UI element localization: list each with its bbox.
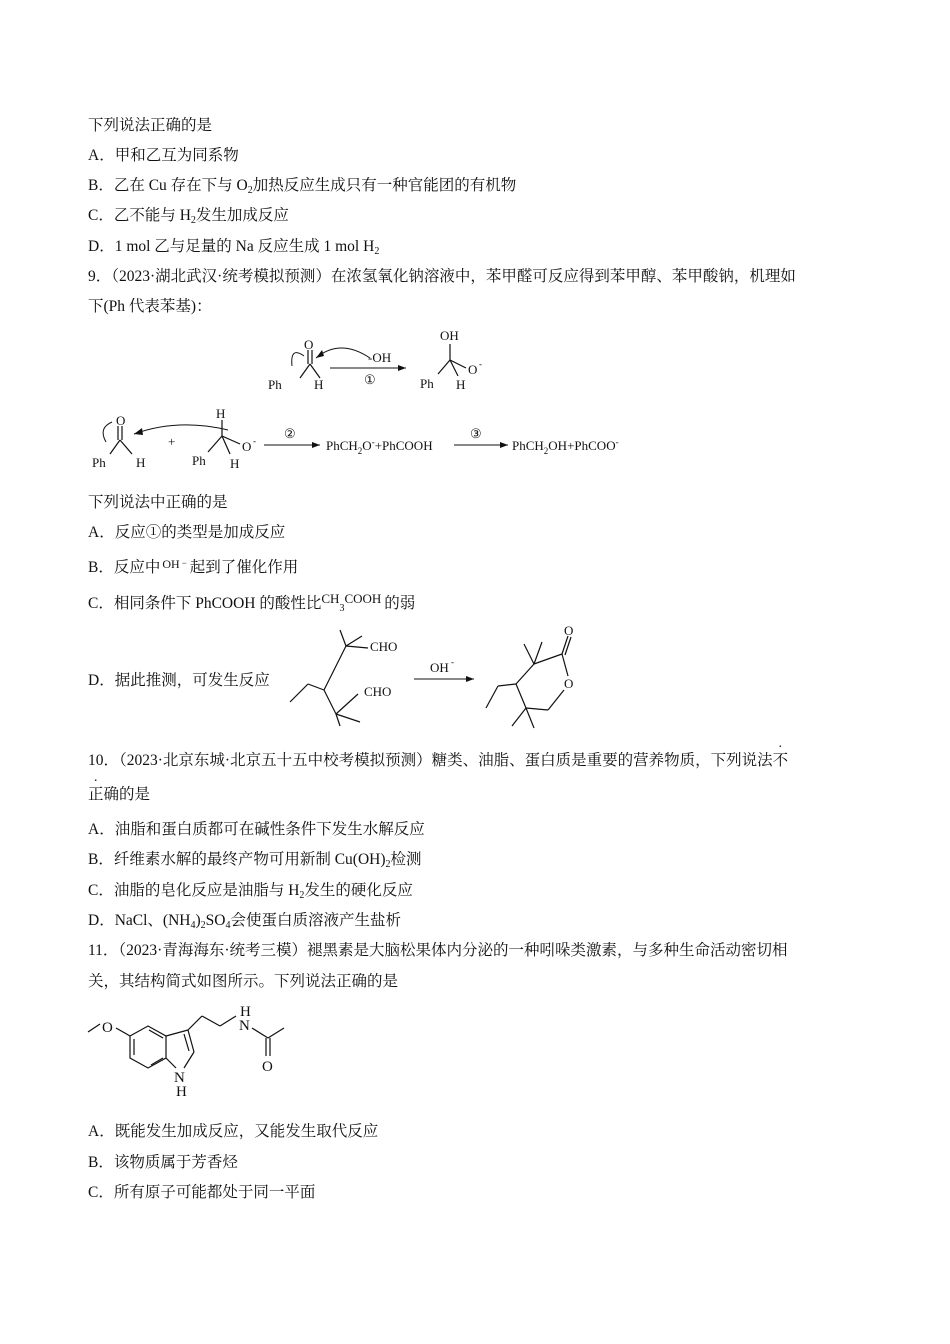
ph-label: Ph — [268, 377, 282, 392]
product-h-label: H — [456, 377, 466, 392]
melatonin-structure — [84, 1006, 304, 1102]
q8-option-c: C．乙不能与 $H_2$发生加成反应 — [88, 207, 289, 226]
product-ph-label: Ph — [420, 376, 434, 391]
step3-label: ③ — [470, 426, 482, 441]
q9-option-d: D．据此推测，可发生反应 — [88, 672, 270, 689]
q8-option-a: A．甲和乙互为同系物 — [88, 147, 239, 164]
cho-top-label: CHO — [370, 639, 398, 654]
alkoxide-ph-label: Ph — [192, 453, 206, 468]
q9-line1: 9．（2023·湖北武汉·统考模拟预测）在浓氢氧化钠溶液中，苯甲醛可反应得到苯甲醇、苯甲酸钠，机理如 — [88, 268, 796, 285]
q10-option-a: A．油脂和蛋白质都可在碱性条件下发生水解反应 — [88, 821, 425, 838]
amide-h: H — [240, 1006, 251, 1020]
step1-label: ① — [364, 372, 376, 387]
step2-label: ② — [284, 426, 296, 441]
q11-option-c: C．所有原子可能都处于同一平面 — [88, 1184, 316, 1201]
aldehyde-o-label: O — [116, 413, 126, 428]
aldehyde-h-label: H — [136, 455, 146, 470]
q9-option-b: B．反应中 $^{OH}$ − 起到了催化作用 — [88, 557, 299, 576]
amide-n: N — [239, 1018, 250, 1034]
product-oh-label: OH — [440, 328, 459, 343]
alkoxide-h-label: H — [230, 456, 240, 471]
amide-o: O — [262, 1059, 273, 1075]
q8-option-d: D．1 mol 乙与足量的 Na 反应生成 1 mol $H_2$ — [88, 238, 380, 257]
q10-option-d: D．NaCl、$(NH_4)_2SO_4$会使蛋白质溶液产生盐析 — [88, 912, 401, 931]
step3-products: PhCH$_2$OH+PhCOO- — [512, 437, 619, 456]
q9-mechanism-step2 — [88, 404, 648, 476]
q9-mechanism-step1 — [260, 326, 500, 398]
svg-text:-: - — [253, 436, 256, 446]
plus-sign: + — [168, 434, 176, 449]
methoxy-o: O — [102, 1020, 113, 1036]
lactone-ring-o: O — [564, 676, 574, 691]
q9-stem: 下列说法中正确的是 — [88, 494, 228, 511]
q8-option-b: B．乙在 Cu 存在下与 $O_2$加热反应生成只有一种官能团的有机物 — [88, 177, 517, 196]
cho-bottom-label: CHO — [364, 684, 392, 699]
svg-text:-: - — [479, 359, 482, 369]
lactone-carbonyl-o: O — [564, 623, 574, 638]
q9-option-a: A．反应①的类型是加成反应 — [88, 524, 286, 541]
q11-line2: 关，其结构简式如图所示。下列说法正确的是 — [88, 973, 399, 990]
q10-line2: 正确的是 — [88, 786, 151, 803]
q9-line2: 下(Ph 代表苯基)： — [88, 298, 212, 315]
alkoxide-h-top: H — [216, 406, 226, 421]
alkoxide-o-label: O — [242, 439, 252, 454]
q8-stem: 下列说法正确的是 — [88, 117, 213, 134]
q11-line1: 11．（2023·青海海东·统考三模）褪黑素是大脑松果体内分泌的一种吲哚类激素，与多种生命活动密切相 — [88, 942, 788, 959]
q11-option-b: B．该物质属于芳香烃 — [88, 1154, 238, 1171]
q9-option-c: C．相同条件下 PhCOOH 的酸性比$^{CH}_3^{COOH}$ 的弱 — [88, 591, 416, 614]
q10-line1: 10．（2023·北京东城·北京五十五中校考模拟预测）糖类、油脂、蛋白质是重要的营养物质，下列说法不 — [88, 752, 789, 769]
indole-n: N — [174, 1070, 185, 1086]
hydroxide-condition: OH — [430, 660, 449, 675]
product-o-label: O — [468, 362, 478, 377]
step2-products: PhCH$_2$O-+PhCOOH — [326, 437, 433, 456]
h-label: H — [314, 377, 324, 392]
aldehyde-ph-label: Ph — [92, 455, 106, 470]
hydroxide-label: -OH — [368, 350, 392, 365]
indole-h: H — [176, 1084, 187, 1100]
q9-option-d-reaction — [280, 622, 600, 732]
carbonyl-o-label: O — [304, 337, 314, 352]
q10-option-c: C．油脂的皂化反应是油脂与 $H_2$发生的硬化反应 — [88, 882, 413, 901]
q11-option-a: A．既能发生加成反应，又能发生取代反应 — [88, 1123, 379, 1140]
q10-option-b: B．纤维素水解的最终产物可用新制 $Cu(OH)_2$检测 — [88, 851, 422, 870]
svg-text:-: - — [451, 657, 454, 667]
